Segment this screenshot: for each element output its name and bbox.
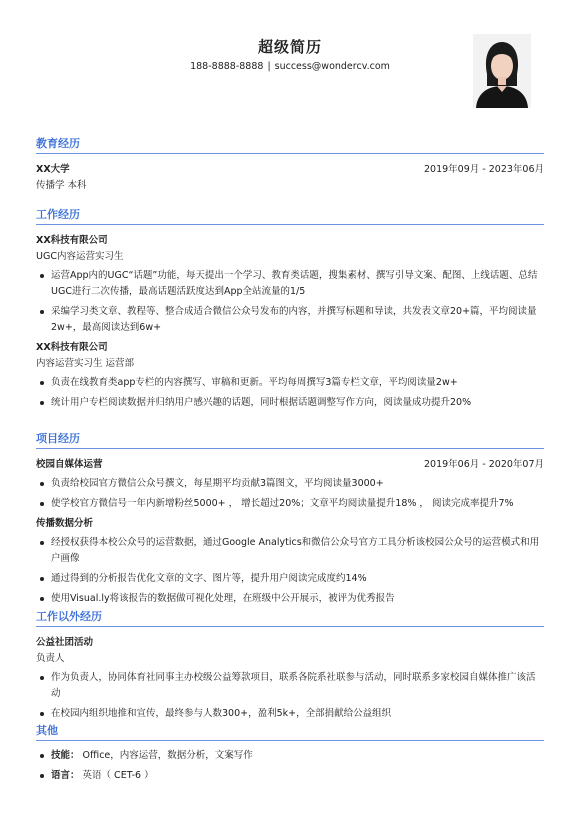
projects-title: 项目经历 — [36, 432, 80, 445]
language-item — [36, 768, 544, 784]
list-item: 运营App内的UGC“话题”功能，每天提出一个学习、教育类话题，搜集素材、撰写引导文案、配图、上线话题、总结UGC进行二次传播，最高话题活跃度达到App全站流量的1/5 — [36, 268, 544, 300]
profile-photo — [473, 34, 531, 108]
project-bullets — [36, 476, 544, 512]
extra-role: 负责人 — [36, 653, 65, 664]
phone-number: 188-8888-8888 — [190, 61, 264, 72]
list-item: 作为负责人，协同体育社同事主办校级公益筹款项目，联系各院系社联参与活动，同时联系多家校园自媒体推广该活动 — [36, 670, 544, 702]
list-item: 在校园内组织地推和宣传，最终参与人数300+，盈利5k+，全部捐献给公益组织 — [36, 706, 544, 722]
project-date: 2019年06月 - 2020年07月 — [424, 459, 544, 470]
education-row — [36, 162, 544, 178]
job-bullets — [36, 375, 544, 411]
list-item: 使学校官方微信号一年内新增粉丝5000+ ， 增长超过20%；文章平均阅读量提升18% ， 阅读完成率提升7% — [36, 496, 544, 512]
skills-label: 技能： — [51, 750, 80, 761]
list-item: 负责给校园官方微信公众号撰文，每星期平均贡献3篇图文，平均阅读量3000+ — [36, 476, 544, 492]
school-name: XX大学 — [36, 164, 70, 175]
section-divider — [36, 740, 544, 741]
section-divider — [36, 224, 544, 225]
extra-bullets — [36, 670, 544, 722]
work-section — [36, 206, 544, 415]
section-divider — [36, 448, 544, 449]
extra-org: 公益社团活动 — [36, 637, 94, 648]
skills-item — [36, 748, 544, 764]
section-divider — [36, 153, 544, 154]
language-label: 语言： — [51, 770, 80, 781]
portrait-image — [473, 34, 531, 108]
list-item: 通过得到的分析报告优化文章的文字、图片等，提升用户阅读完成度约14% — [36, 571, 544, 587]
project-name: 传播数据分析 — [36, 518, 94, 529]
extra-row — [36, 635, 544, 651]
projects-section — [36, 430, 544, 611]
project-row — [36, 516, 544, 532]
company-name: XX科技有限公司 — [36, 342, 108, 353]
company-name: XX科技有限公司 — [36, 235, 108, 246]
extra-section — [36, 608, 544, 726]
skills-value: Office，内容运营，数据分析，文案写作 — [79, 750, 253, 761]
job-row — [36, 340, 544, 356]
other-section — [36, 722, 544, 788]
list-item: 采编学习类文章、教程等、整合成适合微信公众号发布的内容，并撰写标题和导读，共发表文章20+篇，平均阅读量2w+，最高阅读达到6w+ — [36, 304, 544, 336]
project-name: 校园自媒体运营 — [36, 459, 103, 470]
extra-title: 工作以外经历 — [36, 610, 102, 623]
project-row — [36, 457, 544, 473]
job-role: UGC内容运营实习生 — [36, 251, 124, 262]
job-bullets — [36, 268, 544, 336]
email-address: success@wondercv.com — [274, 61, 390, 72]
education-major: 传播学 本科 — [36, 180, 87, 191]
contact-separator: | — [267, 61, 271, 72]
other-bullets — [36, 748, 544, 784]
education-section — [36, 135, 544, 194]
education-title: 教育经历 — [36, 137, 80, 150]
list-item: 经授权获得本校公众号的运营数据，通过Google Analytics和微信公众号官方工具分析该校园公众号的运营模式和用户画像 — [36, 535, 544, 567]
resume-name: 超级简历 — [257, 38, 322, 56]
section-divider — [36, 626, 544, 627]
job-role: 内容运营实习生 运营部 — [36, 358, 135, 369]
work-title: 工作经历 — [36, 208, 80, 221]
job-row — [36, 233, 544, 249]
list-item: 统计用户专栏阅读数据并归纳用户感兴趣的话题，同时根据话题调整写作方向，阅读量成功提升20% — [36, 395, 544, 411]
other-title: 其他 — [36, 724, 58, 737]
list-item: 负责在线教育类app专栏的内容撰写、审稿和更新。平均每周撰写3篇专栏文章，平均阅读量2w+ — [36, 375, 544, 391]
project-bullets — [36, 535, 544, 607]
education-date: 2019年09月 - 2023年06月 — [424, 164, 544, 175]
language-value: 英语（ CET-6 ） — [79, 770, 154, 781]
list-item: 使用Visual.ly将该报告的数据做可视化处理，在班级中公开展示，被评为优秀报告 — [36, 591, 544, 607]
